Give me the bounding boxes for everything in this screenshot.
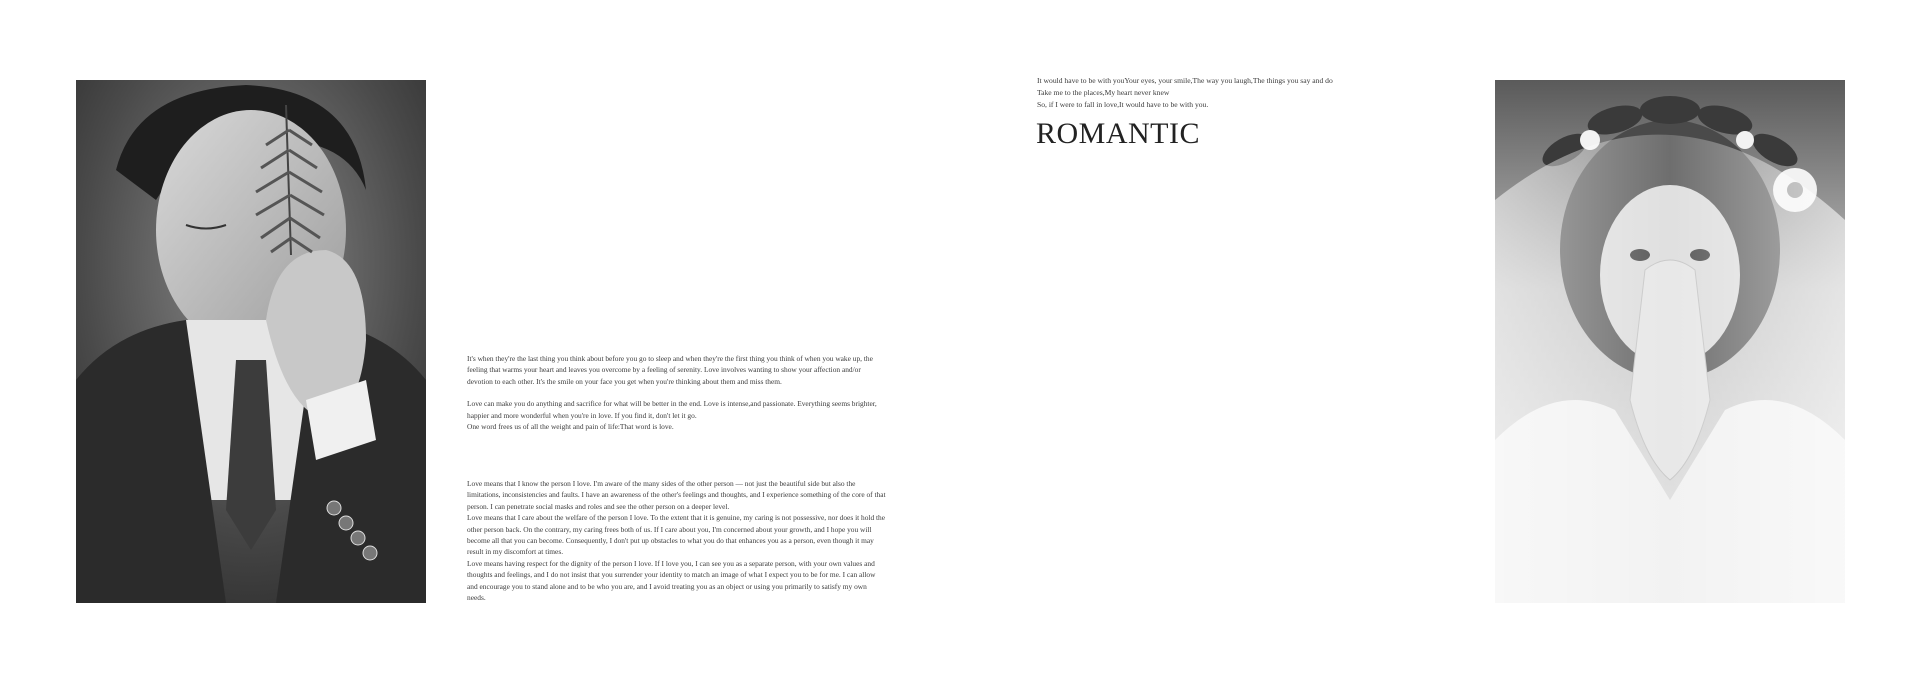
bride-photo	[1495, 80, 1845, 603]
bride-photo-illustration	[1495, 80, 1845, 603]
paragraph: Love can make you do anything and sacrifice for what will be better in the end. Love is intense,and passionate. Everything seems brighter, happier and more wonderful when you're in love. If you find it, don't let it go. One word frees us of all the weight and pain of life:That word is love.	[467, 399, 877, 432]
love-text-essay	[467, 478, 887, 603]
romantic-quote: It would have to be with youYour eyes, your smile,The way you laugh,The things you say and do Take me to the places,My heart never knew So, if I were to fall in love,It would have to be with you.	[1037, 76, 1333, 109]
love-text-intro	[467, 353, 887, 443]
paragraph: It's when they're the last thing you think about before you go to sleep and when they're the first thing you think of when you wake up, the feeling that warms your heart and leaves you overcome by a feeling of serenity. Love involves wanting to show your affection and/or devotion to each other. It's the smile on your face you get when you're thinking about them and miss them.	[467, 354, 873, 386]
groom-photo	[76, 80, 426, 603]
paragraph: Love means that I know the person I love. I'm aware of the many sides of the other person — not just the beautiful side but also the limitations, inconsistencies and faults. I have an awareness of the other's feelings and thoughts, and I experience something of the core of that person. I can penetrate social masks and roles and see the other person on a deeper level. Love means that I care about the welfare of the person I love. To the extent that it is genuine, my caring is not possessive, nor does it hold the other person back. On the contrary, my caring frees both of us. If I care about you, I'm concerned about your growth, and I hope you will become all that you can become. Consequently, I don't put up obstacles to what you do that enhances you as a person, even though it may result in my discomfort at times. Love means having respect for the dignity of the person I love. If I love you, I can see you as a separate person, with your own values and thoughts and feelings, and I do not insist that you surrender your identity to match an image of what I expect you to be for me. I can allow and encourage you to stand alone and to be who you are, and I avoid treating you as an object or using you primarily to satisfy my own needs.	[467, 479, 886, 603]
groom-photo-illustration	[76, 80, 426, 603]
page-title: ROMANTIC	[1036, 117, 1201, 150]
